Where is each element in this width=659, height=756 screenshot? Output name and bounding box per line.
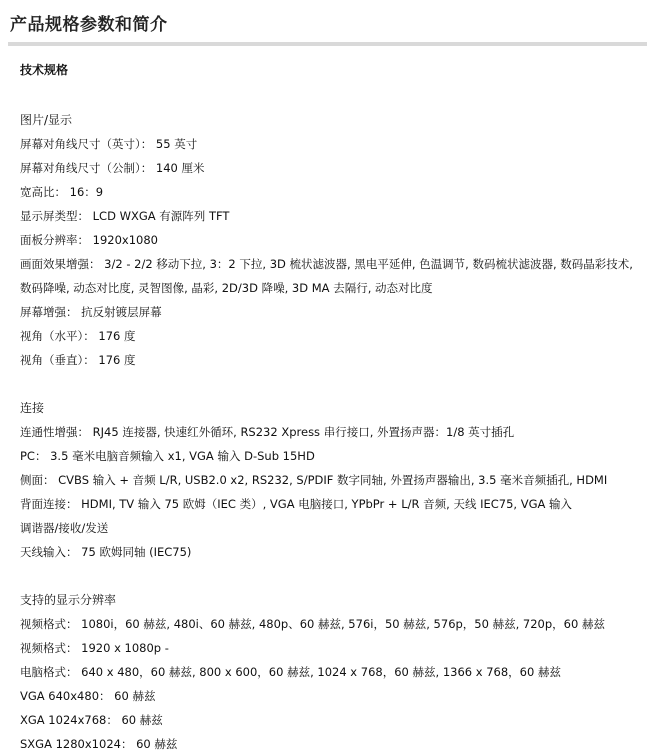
spec-group-connectivity xyxy=(20,396,645,564)
section-heading: 技术规格 xyxy=(20,63,69,77)
spec-line: 调谐器/接收/发送 xyxy=(20,521,109,535)
spacer xyxy=(20,564,645,588)
spec-line: 视频格式： 1080i，60 赫兹, 480i、60 赫兹, 480p、60 赫兹, 576i，50 赫兹, 576p，50 赫兹, 720p，60 赫兹 xyxy=(20,617,605,631)
spec-line: 视频格式： 1920 x 1080p - xyxy=(20,641,169,655)
spec-group-display xyxy=(20,108,645,372)
spec-line: 显示屏类型： LCD WXGA 有源阵列 TFT xyxy=(20,209,230,223)
spec-line: 屏幕增强： 抗反射镀层屏幕 xyxy=(20,305,162,319)
spec-line: XGA 1024x768： 60 赫兹 xyxy=(20,713,163,727)
spec-line: 屏幕对角线尺寸（公制）： 140 厘米 xyxy=(20,161,205,175)
spec-line: 宽高比： 16：9 xyxy=(20,185,104,199)
spec-line: 视角（垂直）： 176 度 xyxy=(20,353,136,367)
spacer xyxy=(20,372,645,396)
spec-line: PC： 3.5 毫米电脑音频输入 x1, VGA 输入 D-Sub 15HD xyxy=(20,449,315,463)
page-header xyxy=(0,0,659,46)
spec-line: 侧面： CVBS 输入 + 音频 L/R, USB2.0 x2, RS232, S/PDIF 数字同轴, 外置扬声器输出, 3.5 毫米音频插孔, HDMI xyxy=(20,473,608,487)
spec-line: 天线输入： 75 欧姆同轴 (IEC75) xyxy=(20,545,192,559)
title-divider xyxy=(8,42,647,46)
spec-line: 电脑格式： 640 x 480，60 赫兹, 800 x 600，60 赫兹, 1024 x 768，60 赫兹, 1366 x 768，60 赫兹 xyxy=(20,665,561,679)
spec-line: 屏幕对角线尺寸（英寸）： 55 英寸 xyxy=(20,137,198,151)
spec-group-resolutions xyxy=(20,588,645,756)
group-title: 连接 xyxy=(20,401,45,415)
spec-line: VGA 640x480： 60 赫兹 xyxy=(20,689,156,703)
spec-line: SXGA 1280x1024： 60 赫兹 xyxy=(20,737,178,751)
spec-line: 画面效果增强： 3/2 - 2/2 移动下拉, 3：2 下拉, 3D 梳状滤波器, 黑电平延伸, 色温调节, 数码梳状滤波器, 数码晶彩技术, 数码降噪, 动态对比度, 灵智图像, 晶彩, 2D/3D 降噪, 3D MA 去隔行, 动态对比度 xyxy=(20,257,633,295)
spec-content xyxy=(20,60,645,756)
spec-line: 背面连接： HDMI, TV 输入 75 欧姆（IEC 类）, VGA 电脑接口, YPbPr + L/R 音频, 天线 IEC75, VGA 输入 xyxy=(20,497,573,511)
group-title: 图片/显示 xyxy=(20,113,73,127)
spec-line: 视角（水平）： 176 度 xyxy=(20,329,136,343)
spec-line: 面板分辨率： 1920x1080 xyxy=(20,233,158,247)
page-title: 产品规格参数和简介 xyxy=(10,15,168,35)
spec-line: 连通性增强： RJ45 连接器, 快速红外循环, RS232 Xpress 串行接口, 外置扬声器：1/8 英寸插孔 xyxy=(20,425,515,439)
group-title: 支持的显示分辨率 xyxy=(20,593,117,607)
